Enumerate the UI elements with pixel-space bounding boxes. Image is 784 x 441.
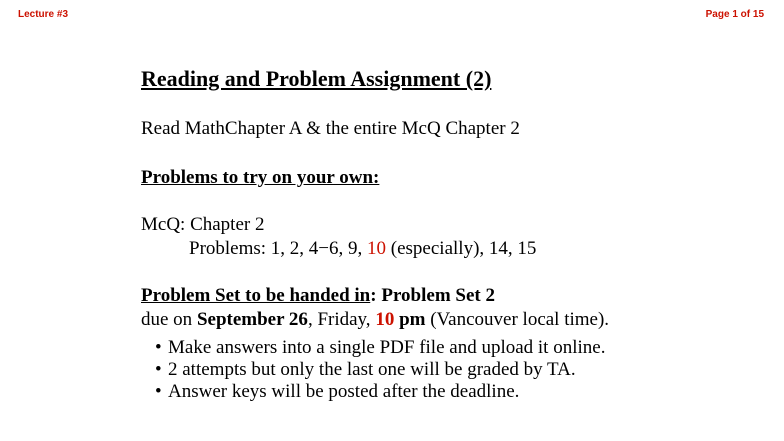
- due-prefix: due on: [141, 309, 197, 330]
- problems-highlight: 10: [367, 238, 387, 259]
- mcq-problems-line: [141, 238, 536, 260]
- due-date-line: [141, 309, 609, 331]
- bullet-icon: •: [155, 337, 162, 358]
- problems-heading: Problems to try on your own:: [141, 167, 380, 188]
- list-item: • 2 attempts but only the last one will be graded by TA.: [155, 359, 576, 380]
- due-time-number: 10: [375, 309, 395, 330]
- list-item: • Make answers into a single PDF file and upload it online.: [155, 337, 606, 358]
- problems-list-end: (especially), 14, 15: [386, 238, 537, 259]
- due-timezone: (Vancouver local time).: [425, 309, 610, 330]
- bullet-icon: •: [155, 359, 162, 380]
- problem-set-name: : Problem Set 2: [370, 285, 495, 306]
- page-indicator: Page 1 of 15: [705, 9, 764, 20]
- mcq-chapter: Chapter 2: [190, 214, 265, 235]
- lecture-number: Lecture #3: [18, 9, 69, 20]
- list-item: • Answer keys will be posted after the deadline.: [155, 381, 520, 402]
- due-time-unit: pm: [394, 309, 426, 330]
- slide-title: Reading and Problem Assignment (2): [141, 66, 492, 91]
- bullet-icon: •: [155, 381, 162, 402]
- reading-assignment: Read MathChapter A & the entire McQ Chapter 2: [141, 118, 520, 139]
- problems-list-start: Problems: 1, 2, 4−6, 9,: [189, 238, 368, 259]
- instructions-list: [155, 337, 605, 403]
- problem-set-line: [141, 285, 495, 307]
- problem-set-heading: Problem Set to be handed in: [141, 285, 371, 306]
- due-day: , Friday,: [307, 309, 376, 330]
- due-date: September 26: [196, 309, 308, 330]
- mcq-chapter-line: [141, 214, 264, 236]
- mcq-label: McQ:: [141, 214, 186, 235]
